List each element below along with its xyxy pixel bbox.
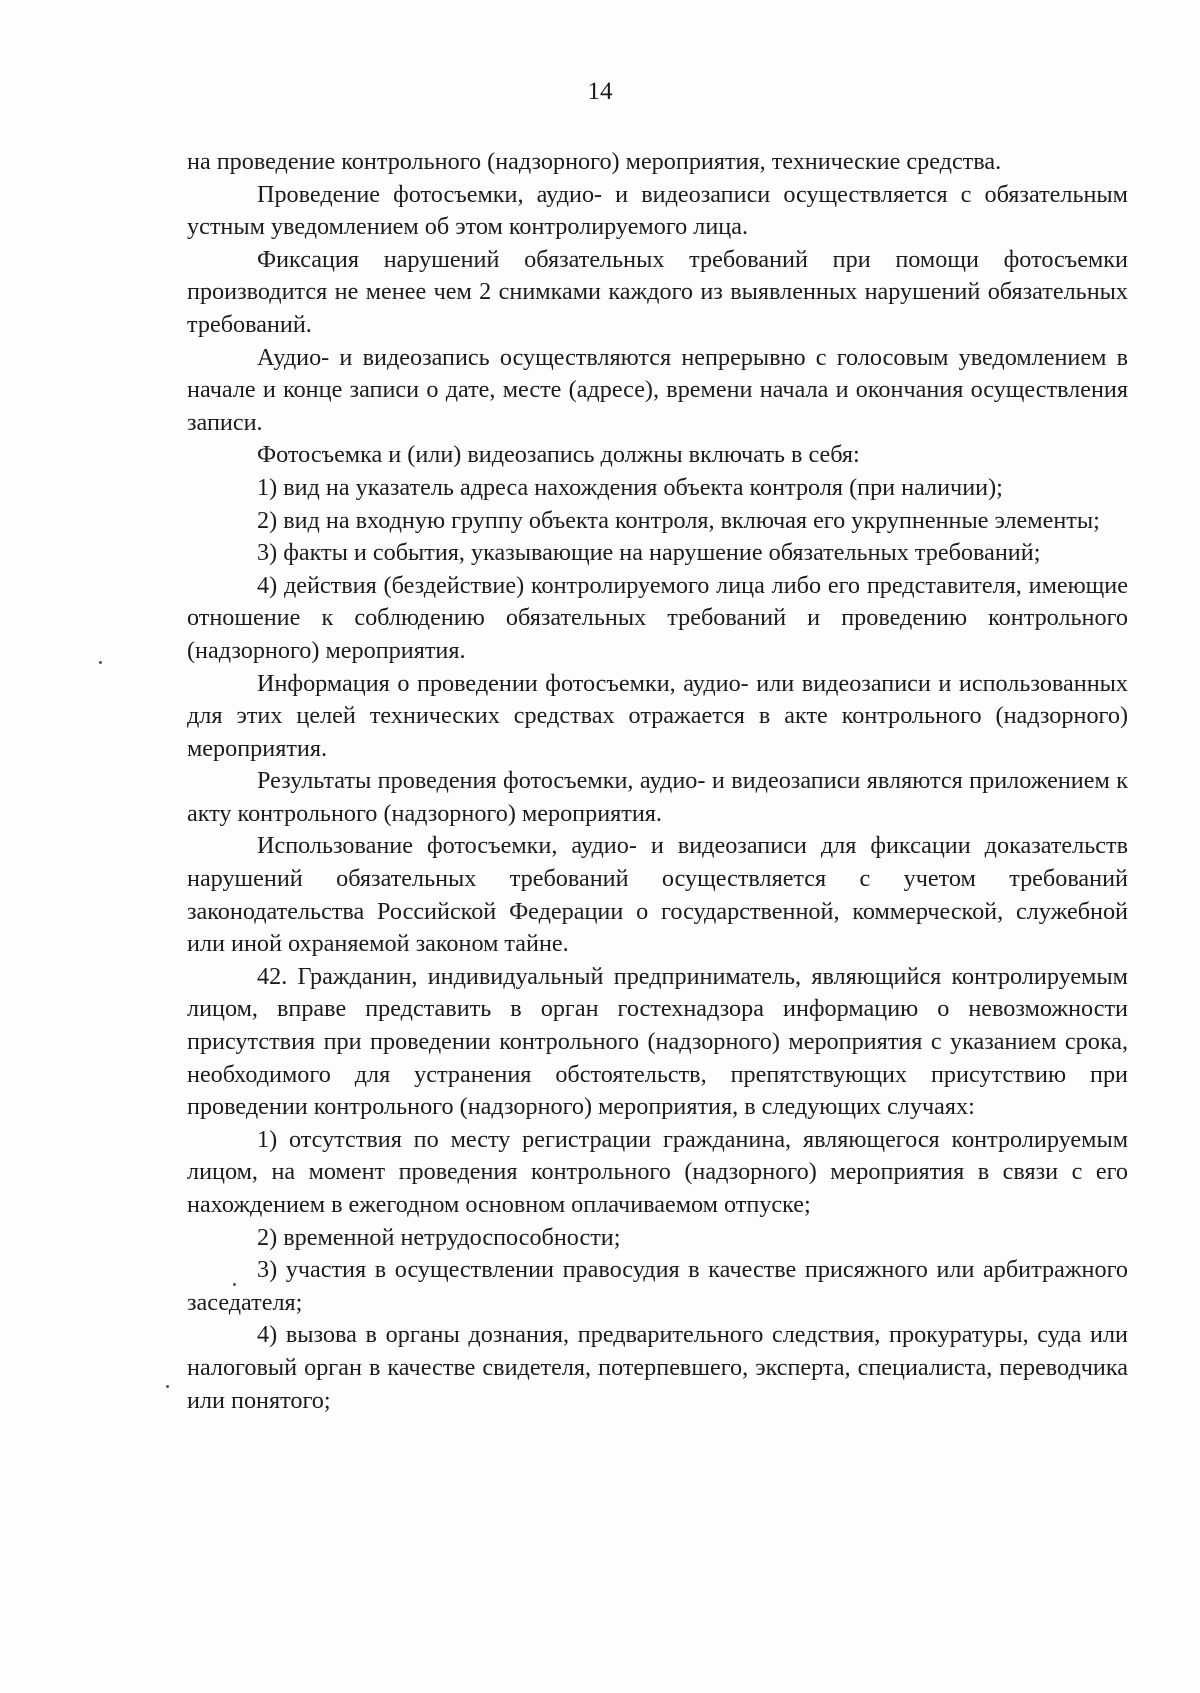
paragraph-results: Результаты проведения фотосъемки, аудио- и видеозаписи являются приложением к акту контрольного (надзорного) мероприятия. <box>187 767 1128 827</box>
scan-speck <box>233 1283 236 1286</box>
clause-42: 42. Гражданин, индивидуальный предприниматель, являющийся контролируемым лицом, вправе представить в орган гостехнадзора информацию о невозможности присутствия при проведении контрольного (надзорного) мероприятия с указанием срока, необходимого для устранения обстоятельств, препятствующих присутствию при проведении контрольного (надзорного) мероприятия, в следующих случаях: <box>187 962 1128 1121</box>
page-number: 14 <box>587 78 613 105</box>
list-item-2: 2) вид на входную группу объекта контроля, включая его укрупненные элементы; <box>257 506 1100 534</box>
paragraph-usage: Использование фотосъемки, аудио- и видеозаписи для фиксации доказательств нарушений обязательных требований осуществляется с учетом требований законодательства Российской Федерации о государственной, коммерческой, служебной или иной охраняемой законом тайне. <box>187 832 1128 958</box>
list-item-3: 3) факты и события, указывающие на нарушение обязательных требований; <box>257 539 1041 567</box>
paragraph-5: Фотосъемка и (или) видеозапись должны включать в себя: <box>257 441 860 469</box>
list-item-1: 1) вид на указатель адреса нахождения объекта контроля (при наличии); <box>257 473 1003 501</box>
paragraph-2: Проведение фотосъемки, аудио- и видеозаписи осуществляется с обязательным устным уведомлением об этом контролируемого лица. <box>187 180 1128 241</box>
paragraph-1: на проведение контрольного (надзорного) мероприятия, технические средства. <box>187 148 1002 175</box>
document-body <box>187 146 1128 1417</box>
scan-speck <box>166 1385 169 1388</box>
case-item-2: 2) временной нетрудоспособности; <box>257 1223 621 1251</box>
paragraph-info: Информация о проведении фотосъемки, аудио- или видеозаписи и использованных для этих целей технических средствах отражается в акте контрольного (надзорного) мероприятия. <box>187 669 1128 762</box>
case-item-3: 3) участия в осуществлении правосудия в качестве присяжного или арбитражного заседателя; <box>187 1256 1128 1316</box>
case-item-1: 1) отсутствия по месту регистрации гражданина, являющегося контролируемым лицом, на момент проведения контрольного (надзорного) мероприятия в связи с его нахождением в ежегодном основном оплачиваемом отпуске; <box>187 1125 1128 1218</box>
paragraph-4: Аудио- и видеозапись осуществляются непрерывно с голосовым уведомлением в начале и конце записи о дате, месте (адресе), времени начала и окончания осуществления записи. <box>187 343 1128 436</box>
scan-speck <box>99 661 102 664</box>
case-item-4: 4) вызова в органы дознания, предварительного следствия, прокуратуры, суда или налоговый орган в качестве свидетеля, потерпевшего, эксперта, специалиста, переводчика или понятого; <box>187 1321 1128 1414</box>
list-item-4: 4) действия (бездействие) контролируемого лица либо его представителя, имеющие отношение к соблюдению обязательных требований и проведению контрольного (надзорного) мероприятия. <box>187 571 1128 664</box>
paragraph-3: Фиксация нарушений обязательных требований при помощи фотосъемки производится не менее чем 2 снимками каждого из выявленных нарушений обязательных требований. <box>187 245 1128 338</box>
